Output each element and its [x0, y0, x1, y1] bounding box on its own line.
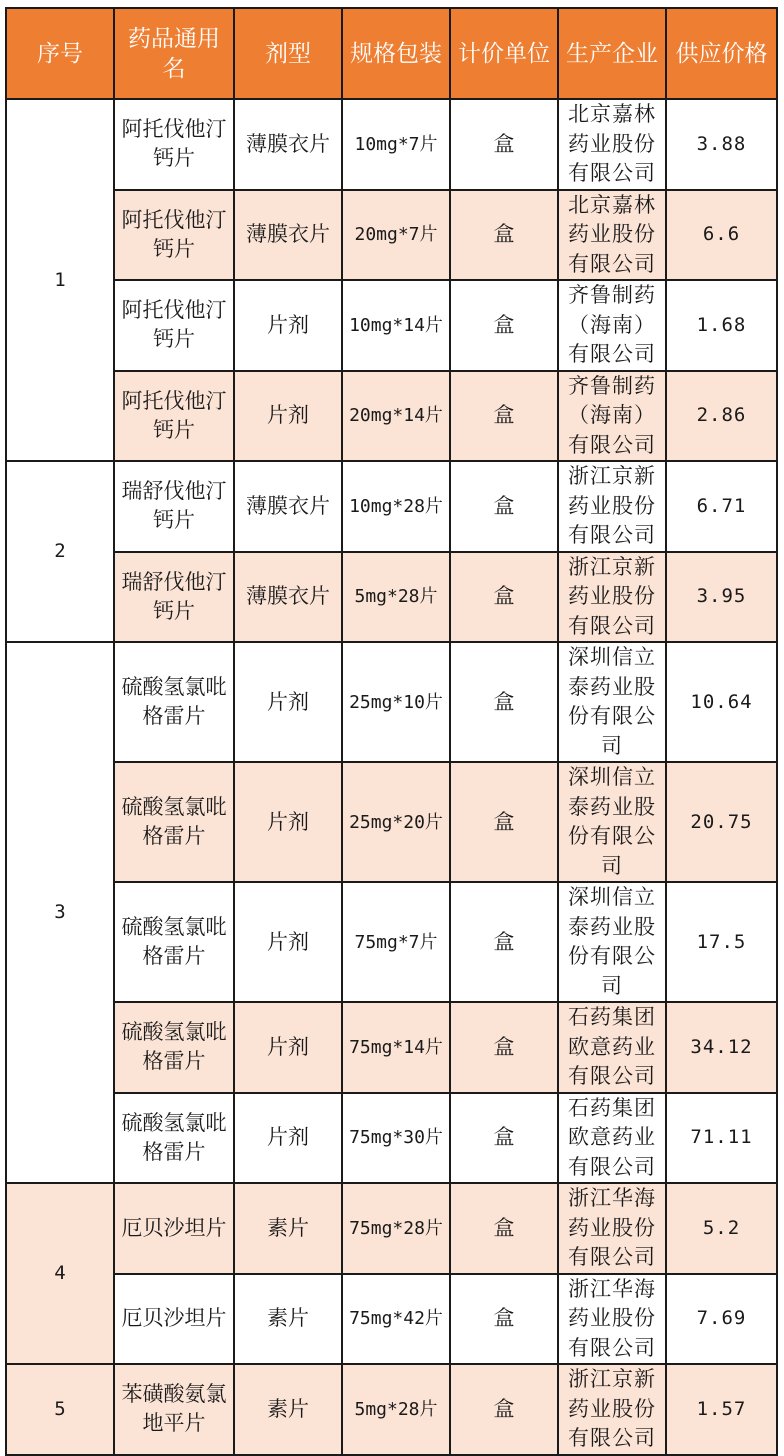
cell-manufacturer: 浙江华海药业股份有限公司 [558, 1274, 666, 1365]
cell-dosage-form: 素片 [234, 1274, 342, 1365]
cell-dosage-form: 素片 [234, 1183, 342, 1274]
cell-spec: 25mg*20片 [342, 762, 450, 882]
cell-dosage-form: 薄膜衣片 [234, 461, 342, 552]
table-row [6, 1002, 777, 1093]
cell-manufacturer: 齐鲁制药（海南）有限公司 [558, 371, 666, 462]
cell-dosage-form: 片剂 [234, 1093, 342, 1184]
cell-manufacturer: 深圳信立泰药业股份有限公司 [558, 642, 666, 762]
cell-spec: 75mg*42片 [342, 1274, 450, 1365]
header-manufacturer: 生产企业 [558, 8, 666, 99]
cell-unit: 盒 [450, 642, 558, 762]
cell-index: 4 [6, 1183, 114, 1364]
table-row [6, 642, 777, 762]
cell-price: 34.12 [666, 1002, 777, 1093]
cell-dosage-form: 薄膜衣片 [234, 190, 342, 281]
cell-drug-name: 硫酸氢氯吡格雷片 [114, 882, 234, 1002]
cell-dosage-form: 薄膜衣片 [234, 552, 342, 643]
cell-manufacturer: 北京嘉林药业股份有限公司 [558, 190, 666, 281]
cell-spec: 5mg*28片 [342, 1364, 450, 1455]
table-row [6, 1183, 777, 1274]
cell-manufacturer: 北京嘉林药业股份有限公司 [558, 99, 666, 190]
table-row [6, 552, 777, 643]
cell-price: 7.69 [666, 1274, 777, 1365]
cell-spec: 10mg*14片 [342, 280, 450, 371]
cell-price: 10.64 [666, 642, 777, 762]
cell-dosage-form: 片剂 [234, 1002, 342, 1093]
cell-price: 2.86 [666, 371, 777, 462]
cell-spec: 75mg*14片 [342, 1002, 450, 1093]
cell-spec: 20mg*14片 [342, 371, 450, 462]
cell-manufacturer: 浙江京新药业股份有限公司 [558, 552, 666, 643]
cell-dosage-form: 片剂 [234, 882, 342, 1002]
cell-spec: 75mg*30片 [342, 1093, 450, 1184]
header-spec: 规格包装 [342, 8, 450, 99]
cell-unit: 盒 [450, 1183, 558, 1274]
table-row [6, 762, 777, 882]
table-row [6, 280, 777, 371]
cell-dosage-form: 薄膜衣片 [234, 99, 342, 190]
cell-price: 6.6 [666, 190, 777, 281]
cell-price: 71.11 [666, 1093, 777, 1184]
cell-drug-name: 阿托伐他汀钙片 [114, 190, 234, 281]
cell-price: 3.95 [666, 552, 777, 643]
header-row [6, 8, 777, 99]
cell-manufacturer: 石药集团欧意药业有限公司 [558, 1002, 666, 1093]
cell-spec: 75mg*28片 [342, 1183, 450, 1274]
cell-drug-name: 苯磺酸氨氯地平片 [114, 1364, 234, 1455]
header-drug-name: 药品通用名 [114, 8, 234, 99]
cell-drug-name: 阿托伐他汀钙片 [114, 371, 234, 462]
cell-drug-name: 阿托伐他汀钙片 [114, 99, 234, 190]
cell-unit: 盒 [450, 762, 558, 882]
table-body [6, 99, 777, 1455]
cell-unit: 盒 [450, 99, 558, 190]
cell-unit: 盒 [450, 1002, 558, 1093]
cell-drug-name: 硫酸氢氯吡格雷片 [114, 642, 234, 762]
cell-drug-name: 厄贝沙坦片 [114, 1274, 234, 1365]
cell-manufacturer: 深圳信立泰药业股份有限公司 [558, 882, 666, 1002]
cell-drug-name: 瑞舒伐他汀钙片 [114, 461, 234, 552]
cell-price: 3.88 [666, 99, 777, 190]
cell-drug-name: 厄贝沙坦片 [114, 1183, 234, 1274]
header-unit: 计价单位 [450, 8, 558, 99]
cell-unit: 盒 [450, 371, 558, 462]
cell-price: 5.2 [666, 1183, 777, 1274]
cell-price: 17.5 [666, 882, 777, 1002]
cell-dosage-form: 片剂 [234, 762, 342, 882]
table-row [6, 190, 777, 281]
header-price: 供应价格 [666, 8, 777, 99]
cell-index: 5 [6, 1364, 114, 1455]
cell-spec: 10mg*28片 [342, 461, 450, 552]
cell-unit: 盒 [450, 882, 558, 1002]
cell-spec: 75mg*7片 [342, 882, 450, 1002]
cell-price: 1.68 [666, 280, 777, 371]
cell-drug-name: 硫酸氢氯吡格雷片 [114, 1002, 234, 1093]
cell-dosage-form: 片剂 [234, 642, 342, 762]
table-row [6, 1364, 777, 1455]
cell-spec: 5mg*28片 [342, 552, 450, 643]
cell-drug-name: 硫酸氢氯吡格雷片 [114, 762, 234, 882]
cell-manufacturer: 深圳信立泰药业股份有限公司 [558, 762, 666, 882]
header-dosage-form: 剂型 [234, 8, 342, 99]
table-row [6, 1274, 777, 1365]
table-row [6, 371, 777, 462]
cell-manufacturer: 齐鲁制药（海南）有限公司 [558, 280, 666, 371]
cell-index: 1 [6, 99, 114, 461]
table-row [6, 99, 777, 190]
cell-dosage-form: 片剂 [234, 280, 342, 371]
cell-price: 1.57 [666, 1364, 777, 1455]
cell-spec: 25mg*10片 [342, 642, 450, 762]
cell-spec: 10mg*7片 [342, 99, 450, 190]
table-row [6, 1093, 777, 1184]
cell-index: 3 [6, 642, 114, 1183]
drug-price-table [5, 7, 778, 1456]
cell-manufacturer: 浙江华海药业股份有限公司 [558, 1183, 666, 1274]
cell-spec: 20mg*7片 [342, 190, 450, 281]
cell-dosage-form: 片剂 [234, 371, 342, 462]
cell-drug-name: 硫酸氢氯吡格雷片 [114, 1093, 234, 1184]
cell-unit: 盒 [450, 1364, 558, 1455]
header-index: 序号 [6, 8, 114, 99]
cell-drug-name: 瑞舒伐他汀钙片 [114, 552, 234, 643]
table-row [6, 461, 777, 552]
cell-price: 20.75 [666, 762, 777, 882]
cell-manufacturer: 浙江京新药业股份有限公司 [558, 461, 666, 552]
cell-unit: 盒 [450, 280, 558, 371]
cell-drug-name: 阿托伐他汀钙片 [114, 280, 234, 371]
cell-unit: 盒 [450, 190, 558, 281]
cell-manufacturer: 浙江京新药业股份有限公司 [558, 1364, 666, 1455]
table-row [6, 882, 777, 1002]
cell-unit: 盒 [450, 461, 558, 552]
cell-unit: 盒 [450, 552, 558, 643]
cell-unit: 盒 [450, 1093, 558, 1184]
cell-manufacturer: 石药集团欧意药业有限公司 [558, 1093, 666, 1184]
cell-dosage-form: 素片 [234, 1364, 342, 1455]
cell-index: 2 [6, 461, 114, 642]
cell-price: 6.71 [666, 461, 777, 552]
cell-unit: 盒 [450, 1274, 558, 1365]
